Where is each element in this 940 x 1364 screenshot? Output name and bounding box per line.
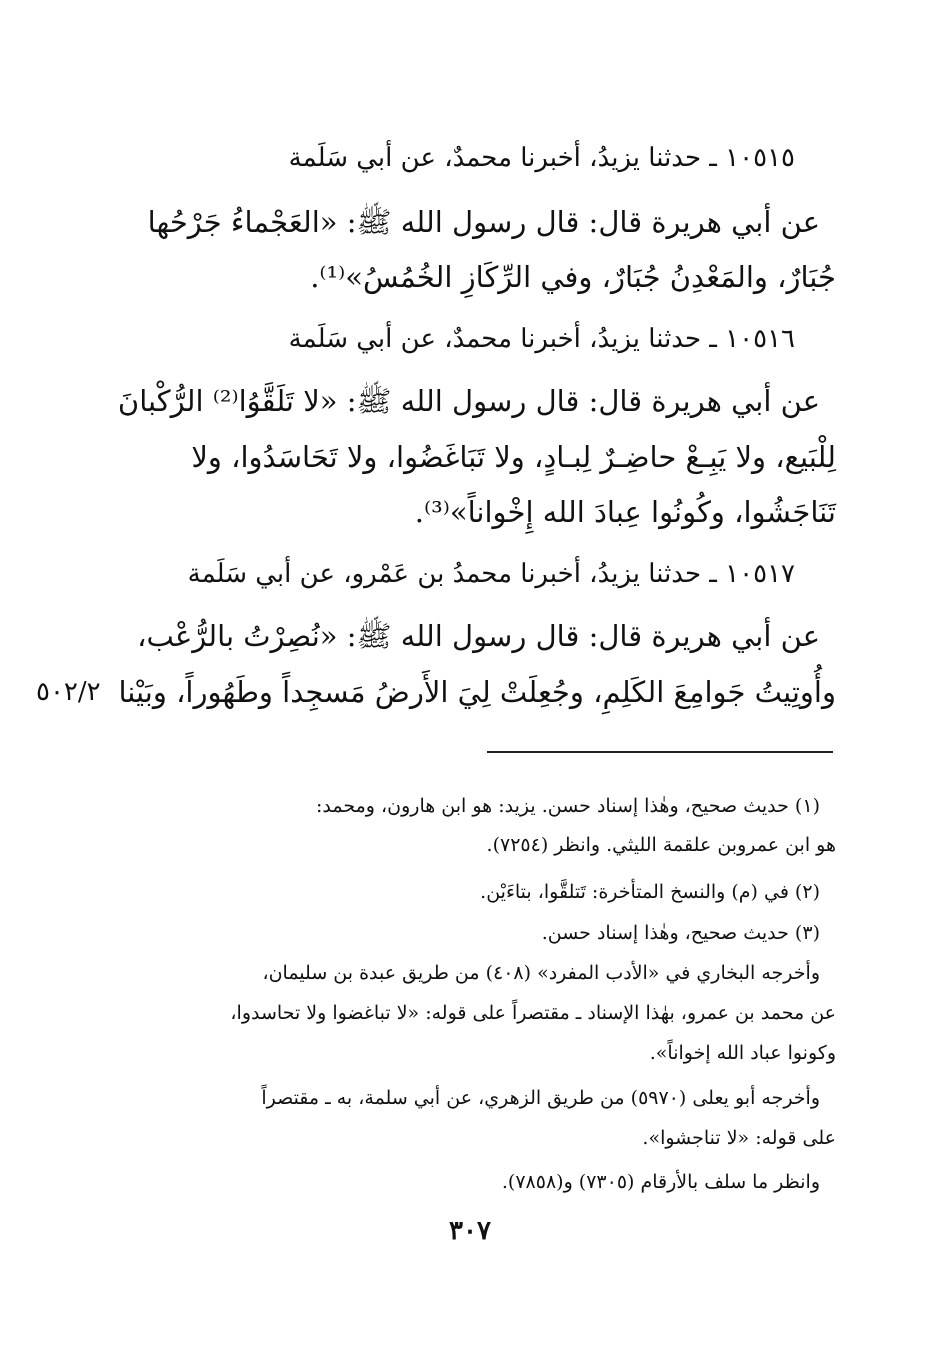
footnote-3-line-5: وأخرجه أبو يعلى (٥٩٧٠) من طريق الزهري، عن أبي سلمة، به ـ مقتصراً: [261, 1087, 820, 1109]
hadith-10516-isnad: ١٠٥١٦ ـ حدثنا يزيدُ، أخبرنا محمدٌ، عن أبي سَلَمة: [288, 324, 795, 354]
volume-page-reference: ٥٠٢/٢: [36, 677, 101, 707]
hadith-10515-text-line-2: جُبَارٌ، والمَعْدِنُ جُبَارٌ، وفي الرِّكَازِ الخُمُسُ»⁽¹⁾.: [310, 260, 836, 294]
footnote-3-line-7: وانظر ما سلف بالأرقام (٧٣٠٥) و(٧٨٥٨).: [501, 1171, 820, 1193]
footnote-3-line-2: وأخرجه البخاري في «الأدب المفرد» (٤٠٨) من طريق عبدة بن سليمان،: [262, 962, 820, 984]
hadith-10516-text-line-1: عن أبي هريرة قال: قال رسول الله ﷺ: «لا تَلَقَّوُا⁽²⁾ الرُّكْبانَ: [117, 384, 820, 418]
hadith-10517-text-line-1: عن أبي هريرة قال: قال رسول الله ﷺ: «نُصِرْتُ بالرُّعْب،: [137, 619, 820, 653]
hadith-10517-isnad: ١٠٥١٧ ـ حدثنا يزيدُ، أخبرنا محمدُ بن عَمْرو، عن أبي سَلَمة: [187, 559, 795, 589]
hadith-10517-text-line-2: وأُوتِيتُ جَوامِعَ الكَلِمِ، وجُعِلَتْ لِيَ الأَرضُ مَسجِداً وطَهُوراً، وبَيْنا: [118, 675, 836, 709]
footnote-3-line-1: (٣) حديث صحيح، وهٰذا إسناد حسن.: [541, 922, 820, 944]
hadith-10516-text-line-2: لِلْبَيع، ولا يَبِـعْ حاضِـرٌ لِبـادٍ، ولا تَبَاغَضُوا، ولا تَحَاسَدُوا، ولا: [191, 440, 836, 474]
hadith-10515-isnad: ١٠٥١٥ ـ حدثنا يزيدُ، أخبرنا محمدٌ، عن أبي سَلَمة: [288, 143, 795, 173]
page-number: ٣٠٧: [449, 1216, 491, 1246]
footnote-1-line-1: (١) حديث صحيح، وهٰذا إسناد حسن. يزيد: هو ابن هارون، ومحمد:: [316, 795, 820, 817]
footnote-1-line-2: هو ابن عمروبن علقمة الليثي. وانظر (٧٢٥٤).: [486, 834, 836, 856]
footnote-3-line-3: عن محمد بن عمرو، بهٰذا الإسناد ـ مقتصراً على قوله: «لا تباغضوا ولا تحاسدوا،: [230, 1002, 836, 1024]
footnote-3-line-4: وكونوا عباد الله إخواناً».: [649, 1042, 836, 1064]
footnote-separator: [487, 751, 833, 753]
hadith-10516-text-line-3: تَنَاجَشُوا، وكُونُوا عِبادَ الله إِخْواناً»⁽³⁾.: [414, 495, 836, 529]
hadith-10515-text-line-1: عن أبي هريرة قال: قال رسول الله ﷺ: «العَجْماءُ جَرْحُها: [147, 205, 820, 239]
footnote-3-line-6: على قوله: «لا تناجشوا».: [642, 1127, 836, 1149]
footnote-2: (٢) في (م) والنسخ المتأخرة: تَتلقَّوا، بتاءَيْن.: [480, 881, 820, 903]
